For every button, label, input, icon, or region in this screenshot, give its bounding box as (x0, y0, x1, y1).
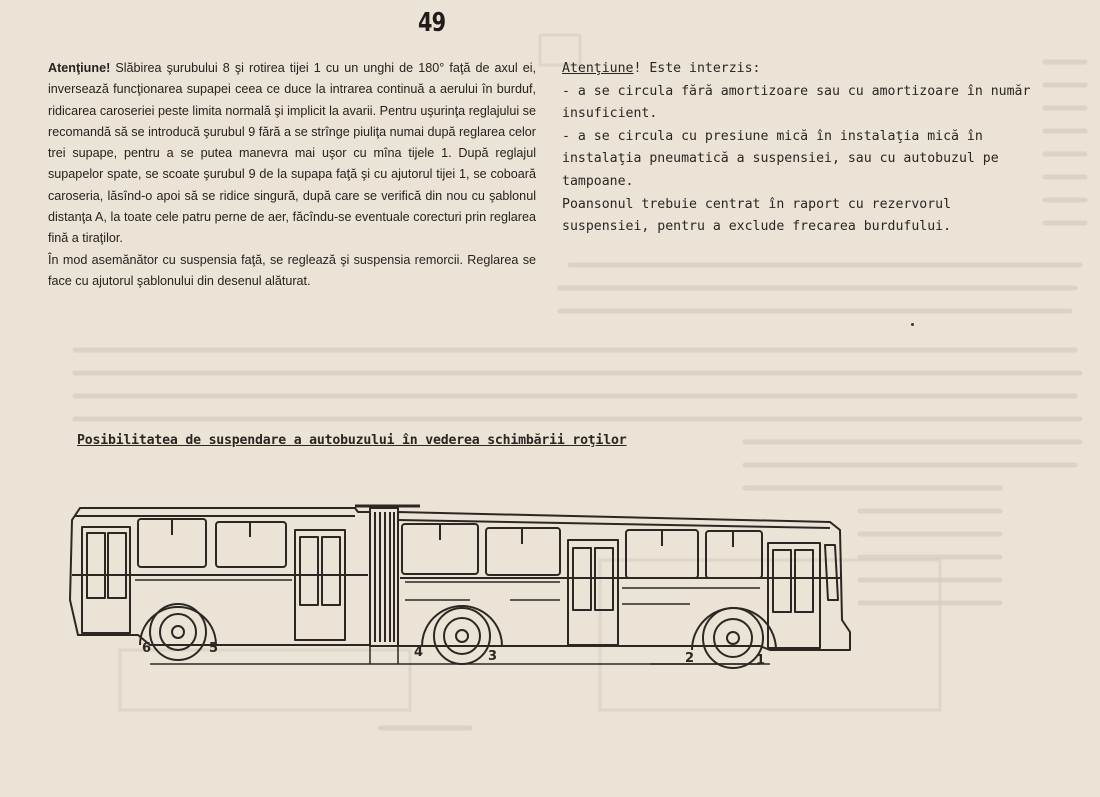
front-door (768, 543, 820, 648)
right-paragraph: Poansonul trebuie centrat în raport cu rezervorul suspensiei, pentru a exclude frecarea burdufului. (562, 196, 952, 235)
page-number: 49 (418, 8, 446, 38)
middle-door (295, 530, 345, 640)
attention-keyword-underlined: Atenţiune (562, 61, 634, 76)
lift-point-label: 3 (488, 649, 498, 664)
wheel-middle (434, 608, 490, 664)
figure-title: Posibilitatea de suspendare a autobuzului în vederea schimbării roţilor (77, 433, 627, 448)
trailer-door (568, 540, 618, 645)
prohibition-item-1: - a se circula fără amortizoare sau cu amortizoare în număr insuficient. (562, 83, 1031, 122)
wheel-front (703, 608, 766, 668)
attention-keyword: Atenţiune! (48, 61, 111, 75)
lift-point-label: 2 (685, 651, 695, 666)
lift-point-label: 6 (142, 641, 152, 656)
right-intro-text: ! Este interzis: (633, 61, 761, 76)
lift-point-label: 4 (414, 645, 424, 660)
left-paragraph-2: În mod asemănător cu suspensia faţă, se reglează şi suspensia remorcii. Reglarea se face cu ajutorul şablonului din desenul alăturat. (48, 252, 536, 288)
left-paragraph-1-body: Slăbirea şurubului 8 şi rotirea tijei 1 cu un unghi de 180° faţă de axul ei, inversează funcţionarea supapei ceea ce duce la intrarea continuă a aerului în burduf, ridicarea caroseriei peste limita normală şi implicit la avarii. Pentru uşurinţa reglajului se recomandă să se introducă şurubul 9 fără a se strînge piuliţa numai după reglarea celor trei supape, pentru a se putea manevra mai uşor cu mîna tijele 1. După reglajul supapelor spate, se scoate şurubul 9 de la supapa faţă şi cu ajutorul tijei 1, se coboară caroseria, lăsînd-o apoi să se ridice singură, după care se verifică din nou cu şablonul distanţa A, la toate cele patru perne de aer, făcîndu-se eventuale corecturi prin reglarea fină a tiraţilor. (48, 61, 536, 246)
wheel-rear (150, 604, 206, 660)
bus-rear-section (398, 512, 850, 650)
lift-point-label: 1 (756, 653, 766, 668)
prohibition-item-2: - a se circula cu presiune mică în instalaţia mică în instalaţia pneumatică a suspensiei, sau cu autobuzul pe tampoane. (562, 128, 999, 189)
lift-point-label: 5 (209, 641, 219, 656)
bus-front-section (70, 508, 370, 645)
rear-door (82, 527, 130, 633)
